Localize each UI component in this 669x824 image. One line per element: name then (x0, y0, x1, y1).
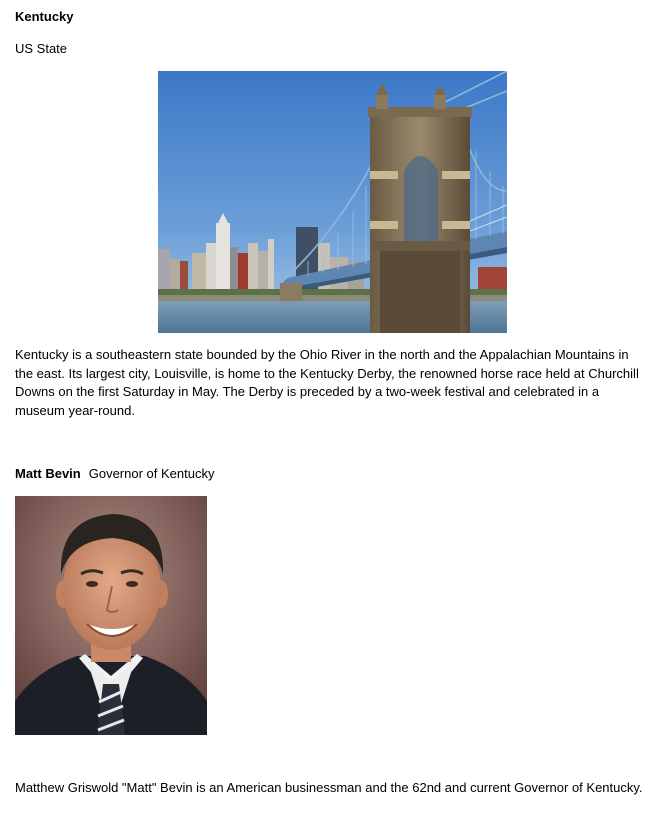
person-name: Matt Bevin (15, 466, 81, 481)
person-role: Governor of Kentucky (88, 466, 215, 481)
bridge-photo-icon (158, 71, 507, 333)
state-description: Kentucky is a southeastern state bounded by the Ohio River in the north and the Appalachian Mountains in the east. Its largest city, Louisville, is home to the Kentucky Derby, the renowned horse race held at Churchill Downs on the first Saturday in May. The Derby is preceded by a two-week festival and celebrated in a museum year-round. (15, 347, 639, 418)
state-subtitle: US State (15, 41, 68, 56)
person-header (15, 466, 214, 481)
person-description: Matthew Griswold "Matt" Bevin is an American businessman and the 62nd and current Governor of Kentucky. (15, 780, 643, 795)
bridge-photo (158, 71, 507, 333)
portrait-photo (15, 496, 207, 735)
state-title: Kentucky (15, 9, 74, 24)
portrait-photo-icon (15, 496, 207, 735)
